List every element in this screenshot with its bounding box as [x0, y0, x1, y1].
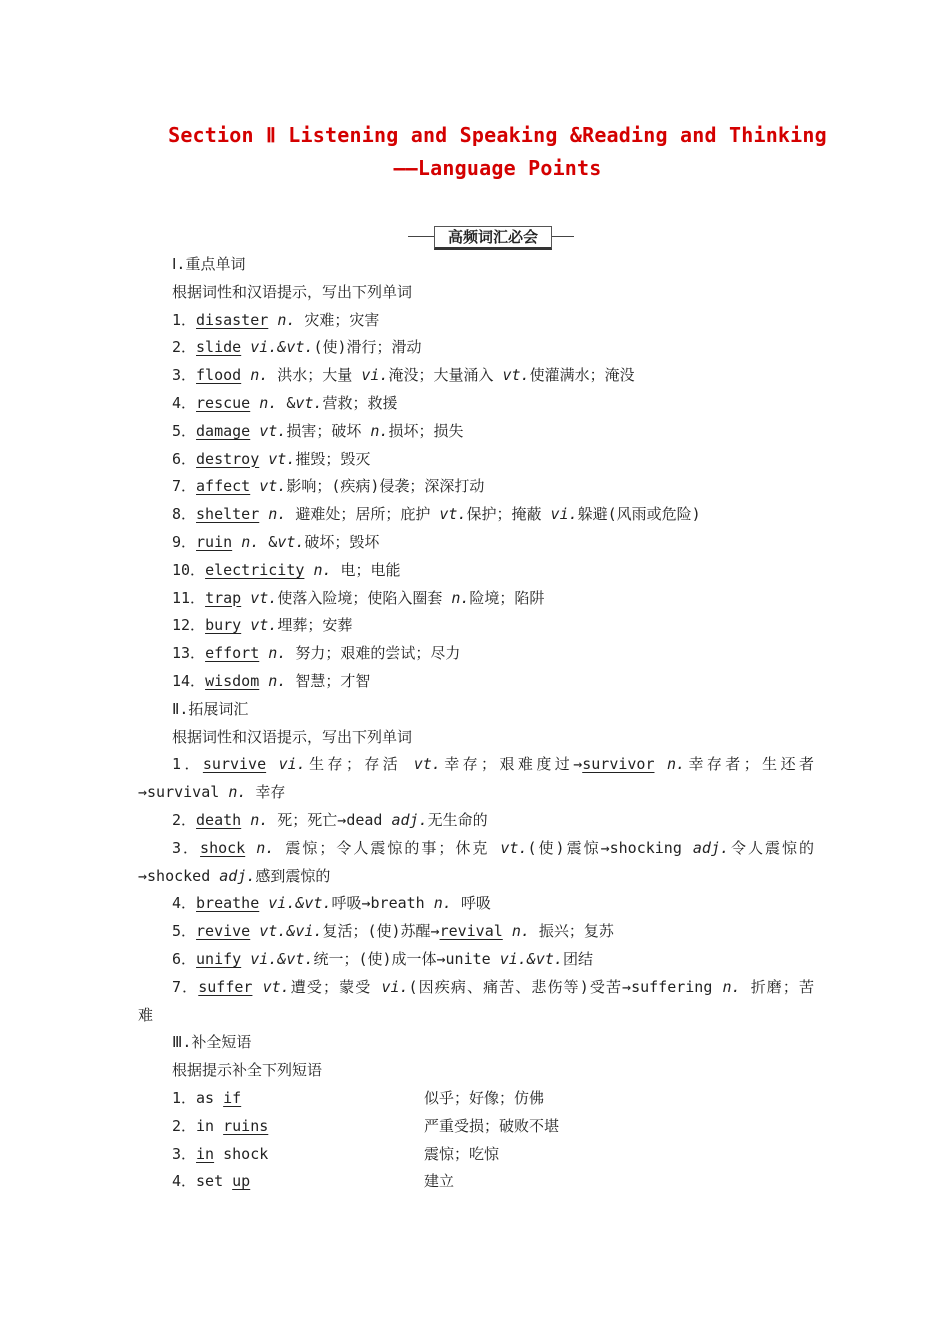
part-of-speech: n. [722, 977, 741, 996]
part-of-speech: n. [259, 394, 278, 412]
text-segment: shock [214, 1144, 269, 1163]
text-segment: 5． [172, 922, 197, 941]
text-segment: 遭受；蒙受 [289, 977, 382, 996]
part-of-speech: n. [241, 533, 260, 551]
vocab-item [172, 337, 422, 357]
answer-word: ruins [223, 1116, 269, 1135]
text-segment: 躲避(风雨或危险) [577, 505, 701, 524]
banner-right-rule [552, 236, 574, 237]
text-segment: 3． [172, 1144, 197, 1163]
banner-label: 高频词汇必会 [434, 226, 552, 250]
vocab-line [172, 838, 814, 858]
vocab-line [172, 977, 814, 997]
vocab-item [172, 421, 463, 441]
title-line-1: Section Ⅱ Listening and Speaking &Reading and Thinking [168, 123, 827, 147]
vocab-line [138, 866, 330, 886]
phrase-meaning: 严重受损；破败不堪 [424, 1116, 560, 1135]
text-segment: 生存；存活 [305, 755, 414, 774]
text-segment: 努力；艰难的尝试；尽力 [286, 644, 461, 663]
text-segment: 死；死亡→dead [268, 811, 392, 829]
phrase-item [172, 1088, 241, 1108]
part-of-speech: vi. [361, 366, 389, 385]
item-number: 8． [172, 505, 197, 524]
answer-word: death [196, 811, 242, 829]
answer-word: breathe [196, 894, 260, 913]
section-3-heading: Ⅲ.补全短语 [172, 1033, 252, 1052]
part-of-speech: vi. [550, 505, 578, 524]
part-of-speech: n. [268, 644, 287, 663]
answer-word: up [232, 1172, 251, 1191]
text-segment [259, 894, 268, 912]
part-of-speech: vi.&vt. [250, 950, 314, 968]
item-number: 3． [172, 366, 197, 385]
part-of-speech: vt. [259, 477, 287, 496]
text-segment: 团结 [562, 950, 593, 968]
text-segment [241, 950, 250, 968]
answer-word: suffer [198, 977, 253, 996]
text-segment: 幸存 [246, 783, 286, 802]
part-of-speech: n. [277, 310, 296, 329]
text-segment [503, 922, 512, 940]
answer-word: revive [196, 922, 251, 941]
item-number: 13． [172, 644, 206, 663]
text-segment: (使)滑行；滑动 [313, 338, 422, 357]
part-of-speech: vt. [262, 977, 290, 996]
part-of-speech: vt. [250, 588, 278, 607]
text-segment: 使灌满水；淹没 [529, 366, 635, 385]
vocab-line [172, 921, 614, 941]
part-of-speech: vi.&vt. [268, 894, 332, 913]
text-segment [245, 839, 256, 857]
vocab-item [172, 449, 370, 469]
text-segment: 避难处；居所；庇护 [286, 505, 440, 524]
part-of-speech: vt. [268, 449, 296, 468]
answer-word: affect [196, 477, 251, 496]
part-of-speech: vi. [381, 977, 409, 996]
answer-word: if [223, 1089, 242, 1107]
item-number: 5． [172, 421, 197, 440]
part-of-speech: n. [370, 421, 389, 440]
text-segment: 2．in [172, 1116, 224, 1135]
item-number: 12． [172, 616, 206, 635]
answer-word: slide [196, 338, 242, 357]
title-line-2: ——Language Points [393, 156, 602, 180]
text-segment: 呼吸→breath [331, 894, 434, 913]
part-of-speech: vt. [439, 505, 467, 524]
section-1-instruction: 根据词性和汉语提示，写出下列单词 [172, 282, 413, 301]
vocab-item [172, 671, 370, 691]
part-of-speech: vi. [278, 755, 306, 774]
answer-word: rescue [196, 394, 251, 412]
answer-word: disaster [196, 310, 269, 329]
answer-word: trap [205, 588, 242, 607]
part-of-speech: vi.&vt. [250, 338, 314, 357]
text-segment: 影响；(疾病)侵袭；深深打动 [286, 477, 485, 496]
phrase-meaning: 震惊；吃惊 [424, 1144, 500, 1163]
answer-word: bury [205, 616, 242, 635]
part-of-speech: n. [511, 922, 530, 941]
answer-word: revival [439, 922, 503, 941]
part-of-speech: n. [228, 783, 247, 802]
phrase-meaning: 建立 [424, 1172, 455, 1191]
text-segment: 保护；掩蔽 [466, 505, 551, 524]
part-of-speech: n. [451, 588, 470, 607]
answer-word: shelter [196, 505, 260, 524]
item-number: 11． [172, 588, 206, 607]
item-number: 6． [172, 449, 197, 468]
item-number: 1． [172, 310, 197, 329]
section-2-heading: Ⅱ.拓展词汇 [172, 699, 249, 718]
text-segment: 令人震惊的 [729, 838, 815, 857]
vocab-line [172, 893, 491, 913]
part-of-speech: adj. [391, 811, 428, 829]
item-number: 7． [172, 477, 197, 496]
answer-word: destroy [196, 449, 260, 468]
text-segment: 振兴；复苏 [529, 922, 614, 941]
answer-word: survivor [582, 755, 655, 774]
text-segment [252, 978, 262, 996]
answer-word: flood [196, 366, 242, 385]
section-2-instruction: 根据词性和汉语提示，写出下列单词 [172, 727, 413, 746]
text-segment: 灾难；灾害 [295, 310, 380, 329]
text-segment: 摧毁；毁灭 [295, 449, 371, 468]
section-1-heading: Ⅰ.重点单词 [172, 255, 246, 273]
part-of-speech: vi.&vt. [499, 950, 563, 968]
text-segment: 6． [172, 950, 197, 968]
text-segment: 损坏；损失 [388, 421, 464, 440]
vocab-item [172, 476, 484, 496]
text-segment: 复活；(使)苏醒→ [322, 922, 440, 941]
vocab-line [138, 782, 285, 802]
text-segment: →survival [138, 783, 229, 802]
vocab-item [172, 393, 397, 413]
vocab-item [172, 643, 460, 663]
vocab-item [172, 615, 352, 635]
text-segment: 险境；陷阱 [469, 588, 545, 607]
item-number: 14． [172, 672, 206, 690]
part-of-speech: n. [268, 505, 287, 524]
part-of-speech: vt. [259, 421, 287, 440]
section-banner [408, 226, 574, 248]
answer-word: electricity [205, 560, 305, 579]
text-segment: 使落入险境；使陷入圈套 [277, 588, 452, 607]
vocab-line [172, 949, 593, 969]
text-segment: 幸存；艰难度过→ [440, 755, 583, 774]
part-of-speech: vt. [502, 366, 530, 385]
item-number: 9． [172, 533, 197, 551]
text-segment: 2． [172, 811, 197, 829]
answer-word: wisdom [205, 672, 260, 690]
part-of-speech: adj. [692, 838, 730, 857]
part-of-speech: vt. [277, 533, 305, 551]
part-of-speech: n. [313, 560, 332, 579]
text-segment: 电；电能 [331, 560, 401, 579]
text-segment: 洪水；大量 [268, 366, 362, 385]
item-number: 2． [172, 338, 197, 357]
vocab-item [172, 560, 401, 580]
text-segment: (因疾病、痛苦、悲伤等)受苦→suffering [408, 977, 723, 996]
part-of-speech: n. [433, 894, 452, 913]
vocab-item [172, 504, 701, 524]
text-segment: →shocked [138, 866, 220, 885]
text-segment: 震惊；令人震惊的事；休克 [274, 838, 501, 857]
text-segment: 埋葬；安葬 [277, 616, 353, 635]
section-3-instruction: 根据提示补全下列短语 [172, 1061, 323, 1080]
phrase-item [172, 1116, 268, 1136]
text-segment [250, 922, 259, 940]
part-of-speech: adj. [219, 866, 256, 885]
vocab-line [138, 1005, 153, 1025]
answer-word: in [196, 1144, 215, 1163]
phrase-item [172, 1144, 268, 1164]
text-segment: 破坏；毁坏 [304, 533, 380, 551]
text-segment: (使)震惊→shocking [527, 838, 693, 857]
answer-word: ruin [196, 533, 233, 551]
part-of-speech: n. [666, 755, 686, 774]
part-of-speech: n. [256, 838, 275, 857]
phrase-meaning: 似乎；好像；仿佛 [424, 1089, 545, 1107]
item-number: 10． [172, 560, 206, 579]
text-segment: & [277, 394, 296, 412]
vocab-item [172, 532, 379, 552]
answer-word: effort [205, 644, 260, 663]
text-segment: 智慧；才智 [286, 672, 371, 690]
vocab-line [172, 810, 488, 830]
part-of-speech: vt. [413, 755, 441, 774]
part-of-speech: n. [268, 672, 287, 690]
part-of-speech: vt.&vi. [259, 922, 323, 941]
vocab-line [172, 754, 814, 774]
text-segment: 3． [172, 838, 201, 857]
text-segment: 统一；(使)成一体→unite [313, 950, 500, 968]
answer-word: survive [202, 755, 267, 774]
text-segment: 淹没；大量涌入 [388, 366, 503, 385]
text-segment [654, 755, 666, 773]
part-of-speech: vt. [250, 616, 278, 635]
text-segment: 幸存者；生还者 [685, 755, 814, 774]
answer-word: shock [200, 838, 246, 857]
text-segment: 1．as [172, 1089, 224, 1107]
text-segment: 7． [172, 977, 199, 996]
text-segment: 营救；救援 [322, 394, 398, 412]
text-segment [266, 755, 278, 773]
banner-left-rule [408, 236, 434, 237]
text-segment: 1． [172, 755, 203, 774]
text-segment: 4． [172, 894, 197, 913]
vocab-item [172, 310, 379, 330]
answer-word: unify [196, 950, 242, 968]
text-segment: & [259, 533, 278, 551]
vocab-item [172, 365, 635, 385]
item-number: 4． [172, 394, 197, 412]
text-segment: 4．set [172, 1172, 233, 1191]
text-segment: 无生命的 [427, 811, 488, 829]
text-segment: 感到震惊的 [255, 866, 331, 885]
text-segment: 折磨；苦 [740, 977, 815, 996]
part-of-speech: vt. [295, 394, 323, 412]
text-segment: 难 [138, 1005, 154, 1024]
part-of-speech: vt. [500, 838, 528, 857]
part-of-speech: n. [250, 366, 269, 385]
answer-word: damage [196, 421, 251, 440]
vocab-item [172, 588, 544, 608]
part-of-speech: n. [250, 811, 269, 829]
text-segment [241, 811, 250, 829]
phrase-item [172, 1171, 250, 1191]
text-segment: 损害；破坏 [286, 421, 371, 440]
text-segment: 呼吸 [451, 894, 491, 913]
